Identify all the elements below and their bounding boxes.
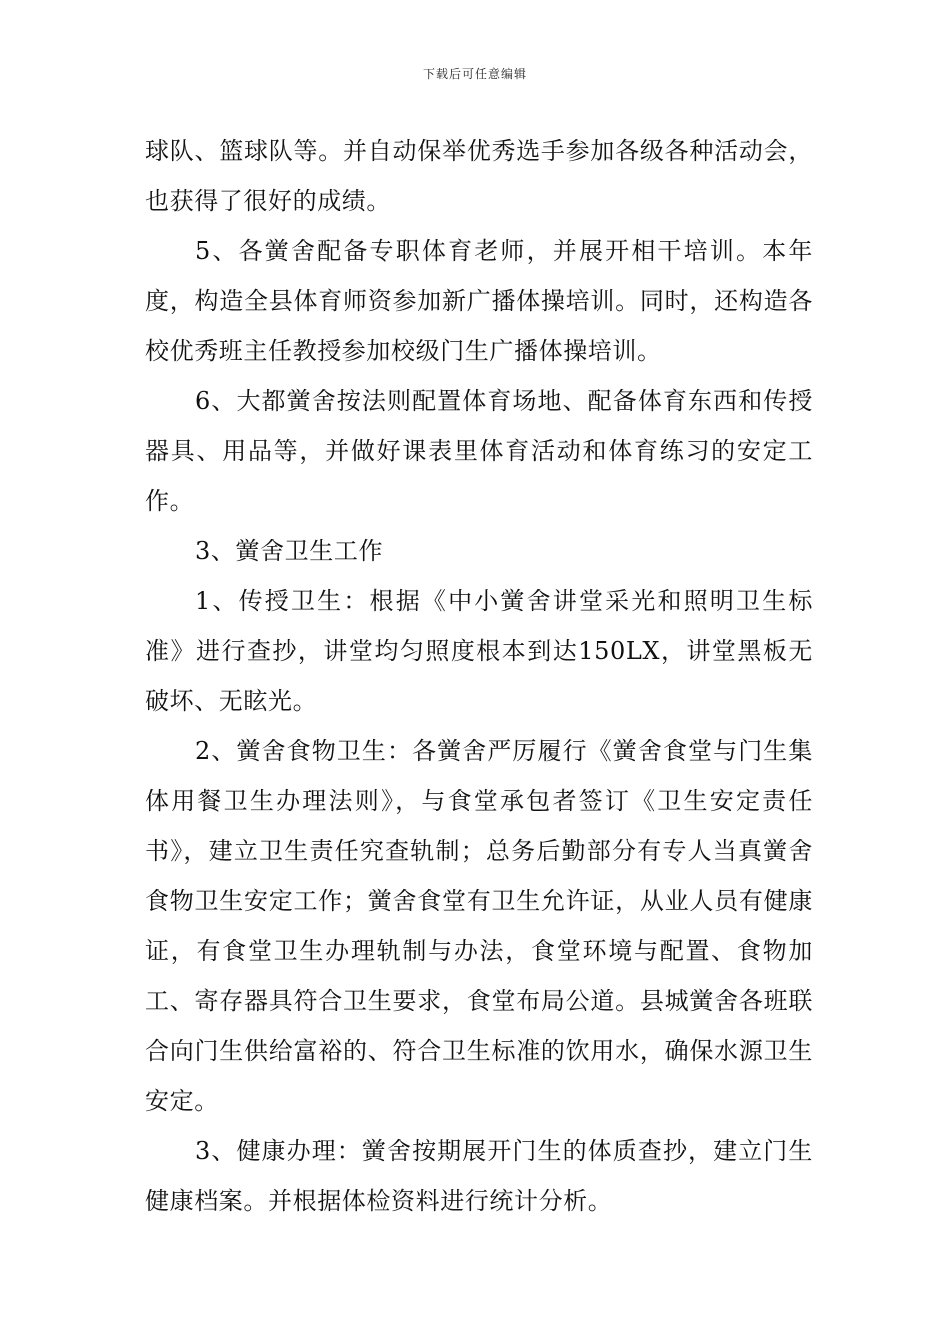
section-heading-school-hygiene: 3、黉舍卫生工作: [195, 537, 384, 565]
paragraph-teaching-hygiene: 1、传授卫生：根据《中小黉舍讲堂采光和照明卫生标准》进行查抄，讲堂均匀照度根本到达150LX，讲堂黑板无破坏、无眩光。: [145, 587, 813, 715]
page-header: 下载后可任意编辑: [422, 67, 527, 81]
paragraph-pe-teachers: 5、各黉舍配备专职体育老师，并展开相干培训。本年度，构造全县体育师资参加新广播体操培训。同时，还构造各校优秀班主任教授参加校级门生广播体操培训。: [145, 237, 813, 365]
paragraph-sports-teams: 球队、篮球队等。并自动保举优秀选手参加各级各种活动会，也获得了很好的成绩。: [145, 137, 813, 215]
paragraph-sports-facilities: 6、大都黉舍按法则配置体育场地、配备体育东西和传授器具、用品等，并做好课表里体育活动和体育练习的安定工作。: [145, 387, 813, 515]
paragraph-health-management: 3、健康办理：黉舍按期展开门生的体质查抄，建立门生健康档案。并根据体检资料进行统计分析。: [145, 1137, 813, 1215]
document-body: [145, 126, 813, 1226]
paragraph-food-hygiene: 2、黉舍食物卫生：各黉舍严厉履行《黉舍食堂与门生集体用餐卫生办理法则》，与食堂承包者签订《卫生安定责任书》，建立卫生责任究查轨制；总务后勤部分有专人当真黉舍食物卫生安定工作；黉舍食堂有卫生允许证，从业人员有健康证，有食堂卫生办理轨制与办法，食堂环境与配置、食物加工、寄存器具符合卫生要求，食堂布局公道。县城黉舍各班联合向门生供给富裕的、符合卫生标准的饮用水，确保水源卫生安定。: [145, 737, 813, 1115]
